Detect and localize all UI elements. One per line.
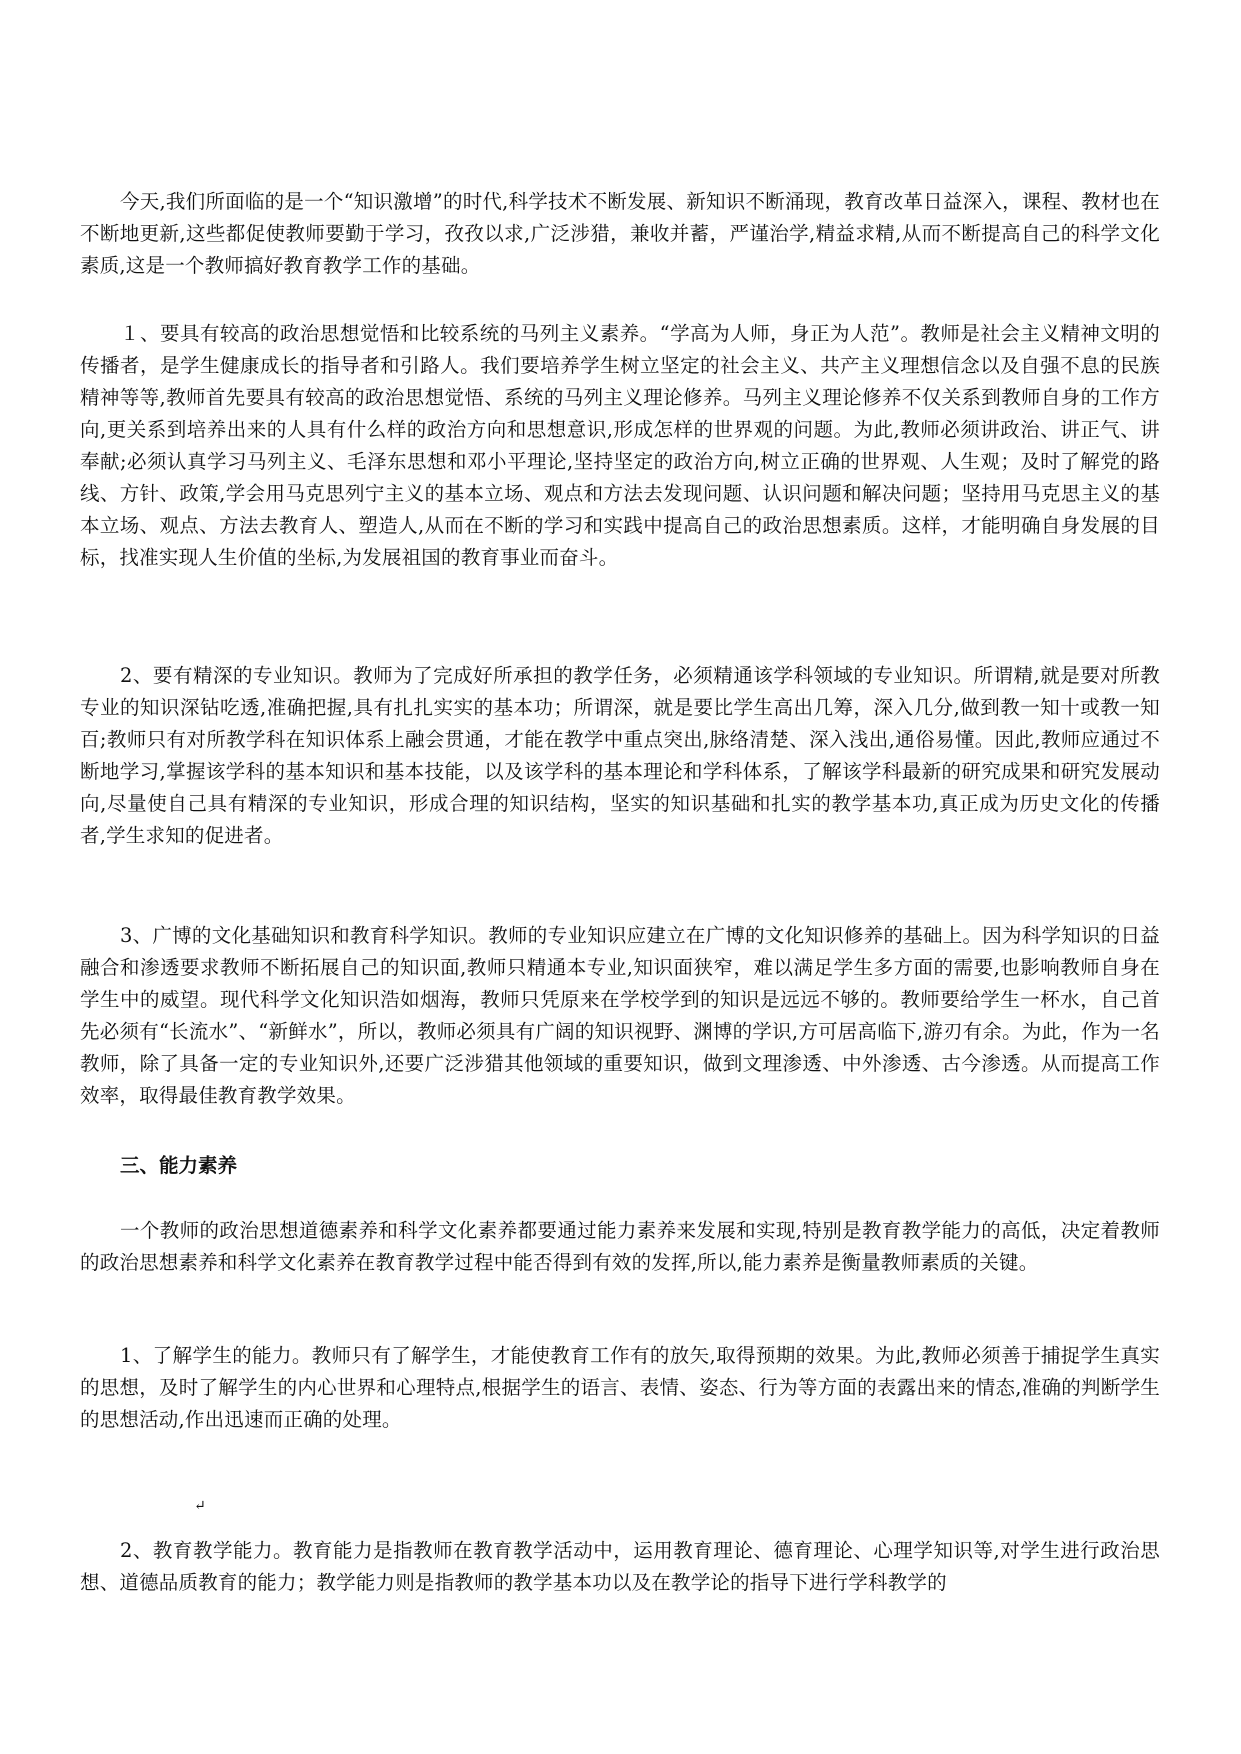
paragraph-point-3: 3、广博的文化基础知识和教育科学知识。教师的专业知识应建立在广博的文化知识修养的基础上。因为科学知识的日益融合和渗透要求教师不断拓展自己的知识面,教师只精通本专业,知识面狭窄，难以满足学生多方面的需要,也影响教师自身在学生中的威望。现代科学文化知识浩如烟海，教师只凭原来在学校学到的知识是远远不够的。教师要给学生一杯水，自己首先必须有“长流水”、“新鲜水”，所以，教师必须具有广阔的知识视野、渊博的学识,方可居高临下,游刃有余。为此，作为一名教师，除了具备一定的专业知识外,还要广泛涉猎其他领域的重要知识，做到文理渗透、中外渗透、古今渗透。从而提高工作效率，取得最佳教育教学效果。 (80, 924, 1160, 1107)
paragraph-ability-intro: 一个教师的政治思想道德素养和科学文化素养都要通过能力素养来发展和实现,特别是教育教学能力的高低，决定着教师的政治思想素养和科学文化素养在教育教学过程中能否得到有效的发挥,所以,能力素养是衡量教师素质的关键。 (80, 1219, 1160, 1274)
paragraph-point-2: 2、要有精深的专业知识。教师为了完成好所承担的教学任务，必须精通该学科领域的专业知识。所谓精,就是要对所教专业的知识深钻吃透,准确把握,具有扎扎实实的基本功；所谓深，就是要比学生高出几筹，深入几分,做到教一知十或教一知百;教师只有对所教学科在知识体系上融会贯通，才能在教学中重点突出,脉络清楚、深入浅出,通俗易懂。因此,教师应通过不断地学习,掌握该学科的基本知识和基本技能，以及该学科的基本理论和学科体系，了解该学科最新的研究成果和研究发展动向,尽量使自己具有精深的专业知识，形成合理的知识结构，坚实的知识基础和扎实的教学基本功,真正成为历史文化的传播者,学生求知的促进者。 (80, 664, 1160, 847)
paragraph-ability-1: 1、了解学生的能力。教师只有了解学生，才能使教育工作有的放矢,取得预期的效果。为此,教师必须善于捕捉学生真实的思想，及时了解学生的内心世界和心理特点,根据学生的语言、表情、姿态、行为等方面的表露出来的情态,准确的判断学生的思想活动,作出迅速而正确的处理。 (80, 1344, 1160, 1431)
line-break-mark: ↵ (194, 1498, 206, 1514)
paragraph-point-1: １、要具有较高的政治思想觉悟和比较系统的马列主义素养。“学高为人师，身正为人范”。教师是社会主义精神文明的传播者，是学生健康成长的指导者和引路人。我们要培养学生树立坚定的社会主义、共产主义理想信念以及自强不息的民族精神等等,教师首先要具有较高的政治思想觉悟、系统的马列主义理论修养。马列主义理论修养不仅关系到教师自身的工作方向,更关系到培养出来的人具有什么样的政治方向和思想意识,形成怎样的世界观的问题。为此,教师必须讲政治、讲正气、讲奉献;必须认真学习马列主义、毛泽东思想和邓小平理论,坚持坚定的政治方向,树立正确的世界观、人生观；及时了解党的路线、方针、政策,学会用马克思列宁主义的基本立场、观点和方法去发现问题、认识问题和解决问题；坚持用马克思主义的基本立场、观点、方法去教育人、塑造人,从而在不断的学习和实践中提高自己的政治思想素质。这样，才能明确自身发展的目标，找准实现人生价值的坐标,为发展祖国的教育事业而奋斗。 (80, 322, 1160, 569)
paragraph-ability-2: 2、教育教学能力。教育能力是指教师在教育教学活动中，运用教育理论、德育理论、心理学知识等,对学生进行政治思想、道德品质教育的能力；教学能力则是指教师的教学基本功以及在教学论的指导下进行学科教学的 (80, 1539, 1160, 1594)
paragraph-intro: 今天,我们所面临的是一个“知识激增”的时代,科学技术不断发展、新知识不断涌现，教育改革日益深入，课程、教材也在不断地更新,这些都促使教师要勤于学习，孜孜以求,广泛涉猎，兼收并蓄，严谨治学,精益求精,从而不断提高自己的科学文化素质,这是一个教师搞好教育教学工作的基础。 (80, 190, 1160, 277)
section-heading: 三、能力素养 (120, 1154, 238, 1177)
